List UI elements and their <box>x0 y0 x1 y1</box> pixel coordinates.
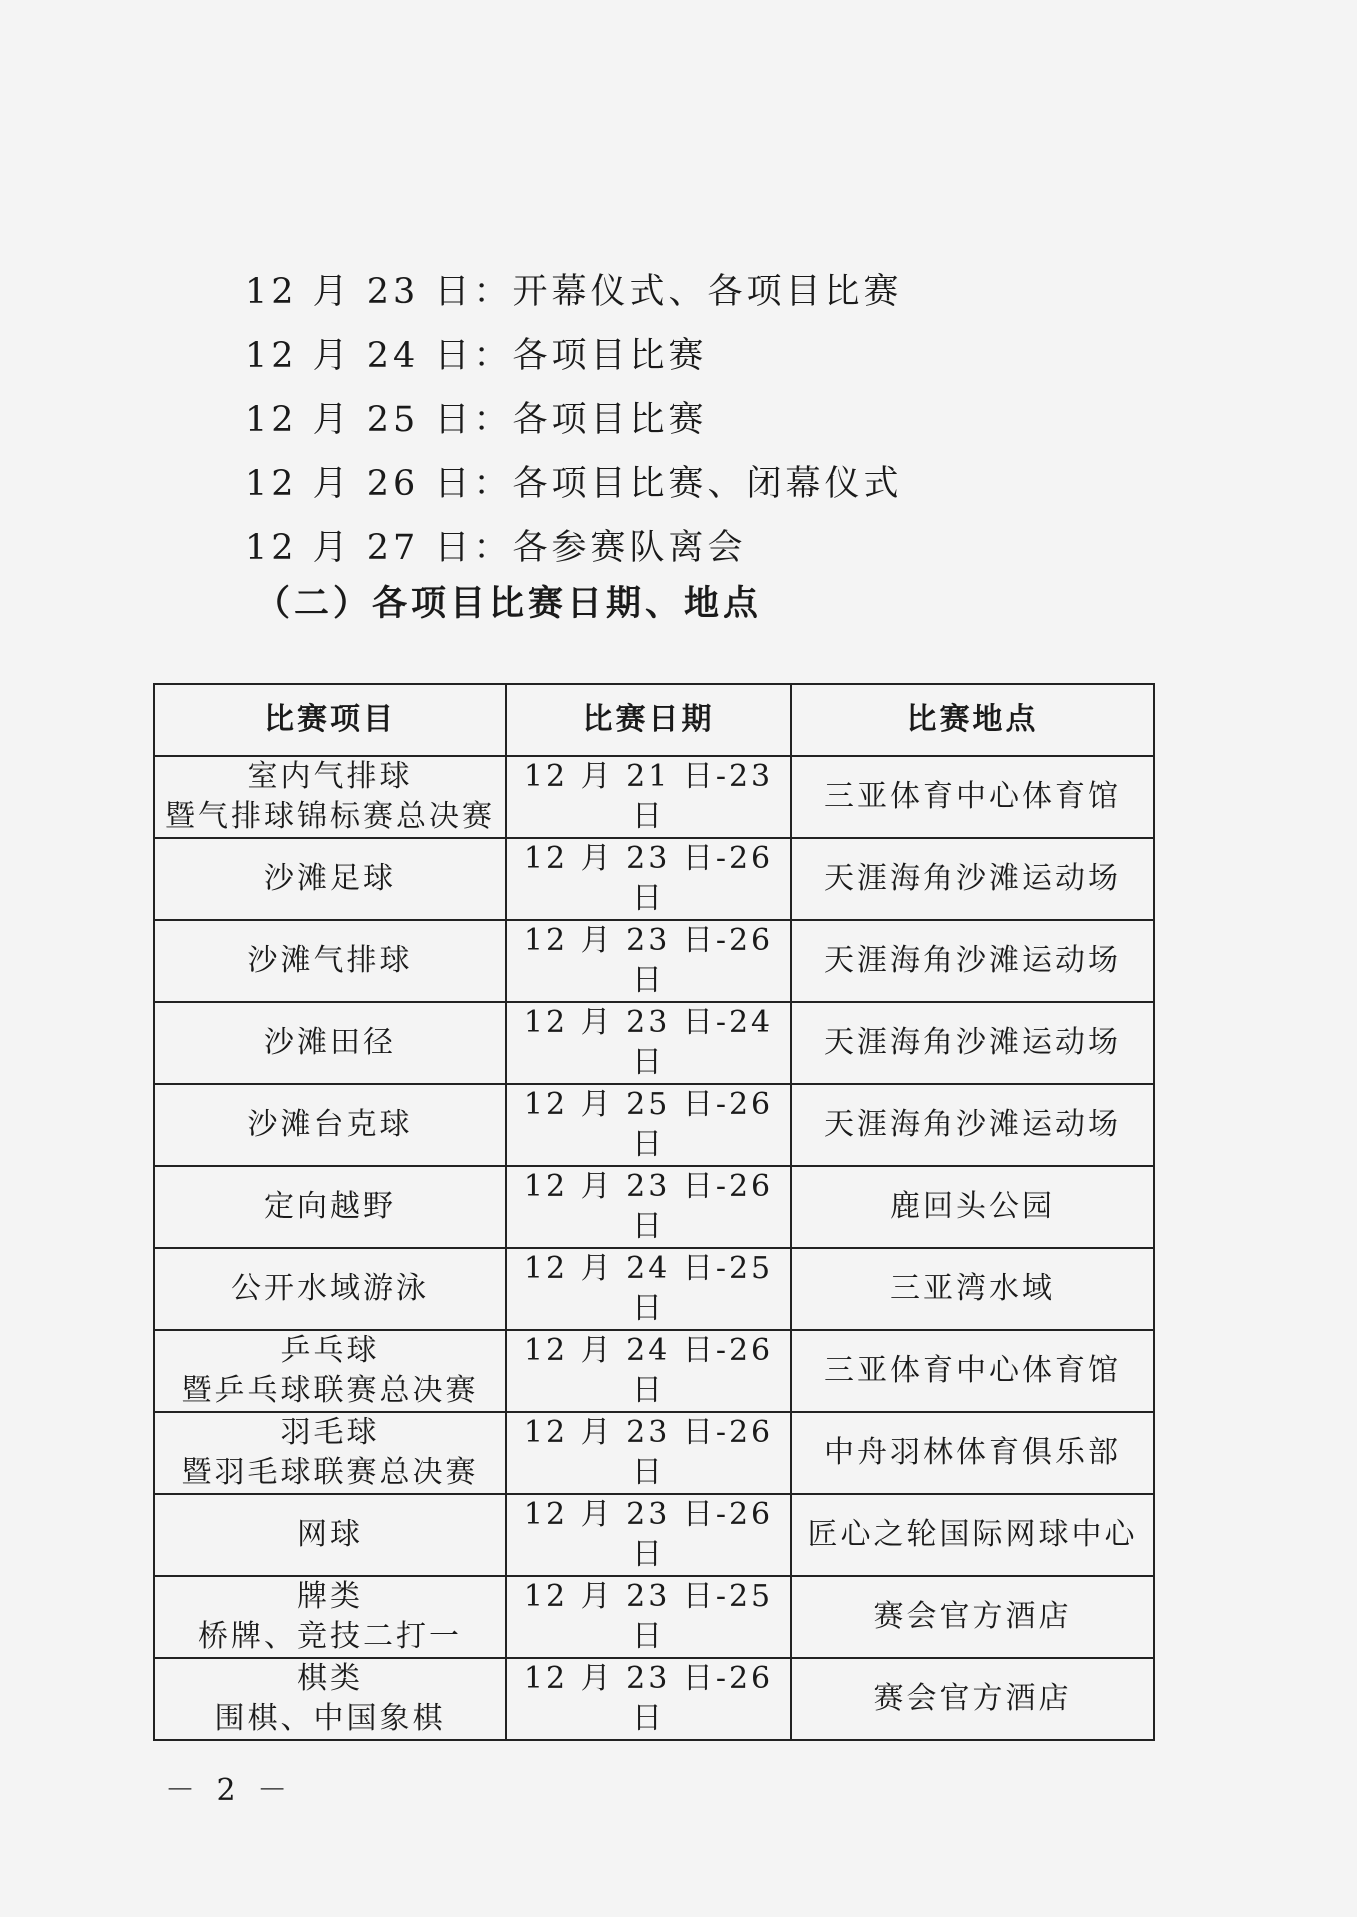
schedule-item <box>245 452 902 516</box>
header-venue: 比赛地点 <box>791 684 1154 756</box>
page-number: － 2 － <box>165 1773 294 1808</box>
cell-venue: 三亚体育中心体育馆 <box>791 1330 1154 1412</box>
schedule-date: 12 月 24 日： <box>245 336 513 376</box>
cell-date: 12 月 23 日-26 日 <box>506 1412 791 1494</box>
table-row <box>154 1084 1154 1166</box>
schedule-text: 各项目比赛 <box>512 336 708 376</box>
cell-venue: 三亚体育中心体育馆 <box>791 756 1154 838</box>
schedule-date: 12 月 26 日： <box>245 464 513 504</box>
cell-date: 12 月 23 日-26 日 <box>506 1166 791 1248</box>
table-row <box>154 1166 1154 1248</box>
cell-event: 网球 <box>154 1494 506 1576</box>
table-row <box>154 1658 1154 1740</box>
event-name: 羽毛球 <box>280 1415 380 1450</box>
table-row <box>154 1412 1154 1494</box>
cell-event: 沙滩台克球 <box>154 1084 506 1166</box>
table-row <box>154 1576 1154 1658</box>
cell-date: 12 月 23 日-24 日 <box>506 1002 791 1084</box>
cell-venue: 赛会官方酒店 <box>791 1658 1154 1740</box>
cell-event: 公开水域游泳 <box>154 1248 506 1330</box>
table-row <box>154 838 1154 920</box>
cell-venue: 天涯海角沙滩运动场 <box>791 838 1154 920</box>
cell-venue: 匠心之轮国际网球中心 <box>791 1494 1154 1576</box>
cell-event: 沙滩足球 <box>154 838 506 920</box>
schedule-text: 各项目比赛、闭幕仪式 <box>512 464 903 504</box>
cell-venue: 赛会官方酒店 <box>791 1576 1154 1658</box>
cell-event: 定向越野 <box>154 1166 506 1248</box>
event-name: 室内气排球 <box>247 759 413 794</box>
cell-event <box>154 1330 506 1412</box>
schedule-list <box>245 260 902 580</box>
event-subtitle: 暨气排球锦标赛总决赛 <box>165 799 495 834</box>
event-name: 牌类 <box>297 1579 363 1614</box>
event-name: 乒乓球 <box>280 1333 380 1368</box>
table-header-row <box>154 684 1154 756</box>
cell-date: 12 月 24 日-26 日 <box>506 1330 791 1412</box>
table-row <box>154 920 1154 1002</box>
table-row <box>154 1002 1154 1084</box>
event-subtitle: 桥牌、竞技二打一 <box>198 1619 462 1654</box>
schedule-item <box>245 388 902 452</box>
schedule-text: 各项目比赛 <box>512 400 708 440</box>
cell-venue: 天涯海角沙滩运动场 <box>791 920 1154 1002</box>
cell-date: 12 月 24 日-25 日 <box>506 1248 791 1330</box>
schedule-text: 开幕仪式、各项目比赛 <box>512 272 903 312</box>
cell-date: 12 月 21 日-23 日 <box>506 756 791 838</box>
cell-date: 12 月 23 日-26 日 <box>506 1658 791 1740</box>
event-name: 棋类 <box>297 1661 363 1696</box>
table-row <box>154 1494 1154 1576</box>
cell-venue: 鹿回头公园 <box>791 1166 1154 1248</box>
schedule-item <box>245 516 902 580</box>
cell-date: 12 月 23 日-25 日 <box>506 1576 791 1658</box>
cell-date: 12 月 25 日-26 日 <box>506 1084 791 1166</box>
events-table <box>153 683 1155 1741</box>
header-event: 比赛项目 <box>154 684 506 756</box>
cell-event <box>154 756 506 838</box>
cell-date: 12 月 23 日-26 日 <box>506 838 791 920</box>
cell-venue: 天涯海角沙滩运动场 <box>791 1002 1154 1084</box>
event-subtitle: 暨羽毛球联赛总决赛 <box>181 1455 479 1490</box>
event-subtitle: 围棋、中国象棋 <box>214 1701 446 1736</box>
cell-date: 12 月 23 日-26 日 <box>506 920 791 1002</box>
schedule-item <box>245 260 902 324</box>
schedule-date: 12 月 27 日： <box>245 528 513 568</box>
cell-venue: 三亚湾水域 <box>791 1248 1154 1330</box>
cell-event: 沙滩田径 <box>154 1002 506 1084</box>
cell-event <box>154 1576 506 1658</box>
table-row <box>154 756 1154 838</box>
event-subtitle: 暨乒乓球联赛总决赛 <box>181 1373 479 1408</box>
schedule-item <box>245 324 902 388</box>
table-row <box>154 1248 1154 1330</box>
cell-event <box>154 1658 506 1740</box>
cell-event <box>154 1412 506 1494</box>
section-title: （二）各项目比赛日期、地点 <box>255 583 763 624</box>
header-date: 比赛日期 <box>506 684 791 756</box>
cell-event: 沙滩气排球 <box>154 920 506 1002</box>
schedule-date: 12 月 25 日： <box>245 400 513 440</box>
table-row <box>154 1330 1154 1412</box>
cell-venue: 中舟羽林体育俱乐部 <box>791 1412 1154 1494</box>
schedule-date: 12 月 23 日： <box>245 272 513 312</box>
schedule-text: 各参赛队离会 <box>512 528 747 568</box>
cell-date: 12 月 23 日-26 日 <box>506 1494 791 1576</box>
cell-venue: 天涯海角沙滩运动场 <box>791 1084 1154 1166</box>
